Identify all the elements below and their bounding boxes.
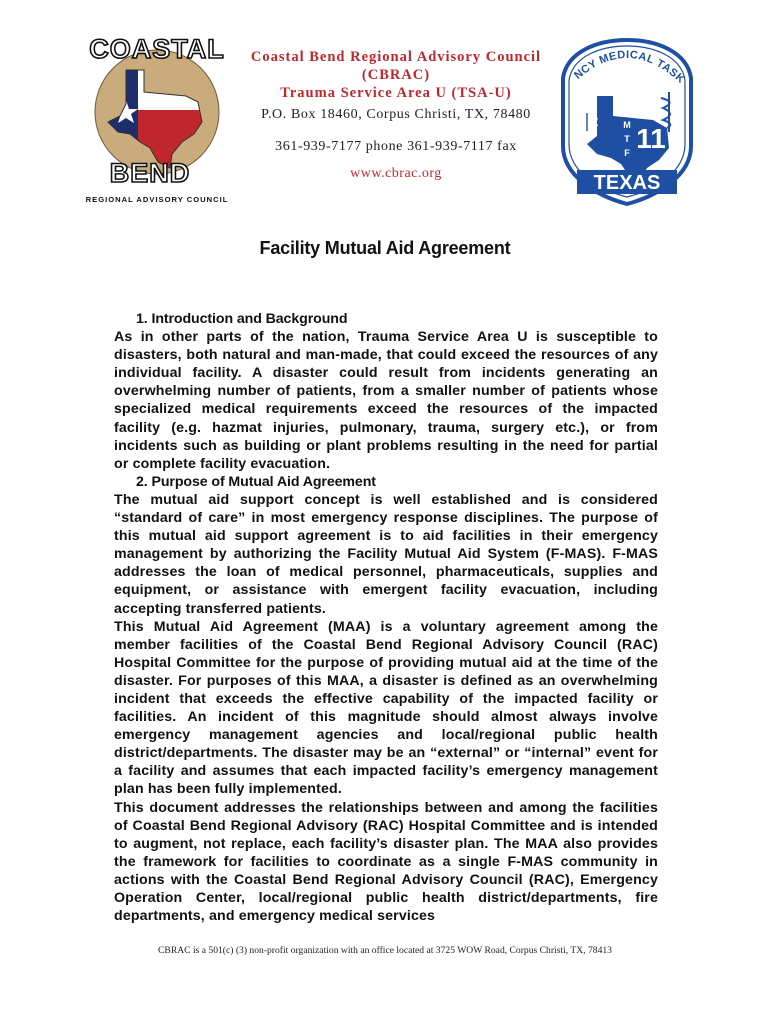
badge-number: 11 [636, 123, 666, 154]
org-phone-fax: 361-939-7177 phone 361-939-7117 fax [275, 139, 517, 154]
section-heading: 2. Purpose of Mutual Aid Agreement [136, 473, 376, 490]
org-service-area: Trauma Service Area U (TSA-U) [280, 85, 512, 101]
badge-state: TEXAS [593, 172, 661, 194]
svg-text:M: M [623, 120, 631, 130]
svg-text:T: T [624, 134, 630, 144]
paragraph: This document addresses the relationships between and among the facilities of Coastal Bend Regional Advisory (RAC) Hospital Committee and is intended to augment, not replace, each facility’s disaster plan. The MAA also provides the framework for facilities to coordinate as a single F-MAS community in actions with the Coastal Bend Regional Advisory Council (RAC), Emergency Operation Center, local/regional public health district/departments, fire departments, and emergency medical services [114, 799, 658, 925]
emtf-badge-logo [557, 36, 697, 206]
org-website-link[interactable]: www.cbrac.org [350, 166, 442, 181]
document-body [114, 310, 658, 925]
paragraph: This Mutual Aid Agreement (MAA) is a voluntary agreement among the member facilities of the Coastal Bend Regional Advisory Council (RAC) Hospital Committee for the purpose of providing mutual aid at the time of the disaster. For purposes of this MAA, a disaster is defined as an overwhelming incident that exceeds the effective capability of the impacted facility or facilities. An incident of this magnitude should almost always involve emergency management agencies and local/regional public health district/departments. The disaster may be an “external” or “internal” event for a facility and assumes that each impacted facility’s emergency management plan has been fully implemented. [114, 618, 658, 798]
badge-arc-text: NCY MEDICAL TASK [572, 48, 687, 86]
paragraph: As in other parts of the nation, Trauma Service Area U is susceptible to disasters, both natural and man-made, that could exceed the resources of any individual facility. A disaster could result from incidents generating an overwhelming number of patients, from a smaller number of patients whose specialized medical requirements exceed the resources of the impacted facility (e.g. hazmat injuries, pulmonary, trauma, surgery etc.), or from incidents such as building or plant problems resulting in the need for partial or complete facility evacuation. [114, 329, 658, 472]
org-abbreviation: (CBRAC) [361, 67, 431, 83]
section-introduction [114, 310, 658, 473]
logo-caption: REGIONAL ADVISORY COUNCIL [85, 195, 229, 204]
organization-header [236, 48, 556, 182]
org-address: P.O. Box 18460, Corpus Christi, TX, 78480 [261, 107, 531, 122]
svg-text:F: F [624, 148, 630, 158]
svg-text:E: E [623, 106, 631, 116]
logo-top-word: COASTAL [89, 34, 225, 64]
section-heading: 1. Introduction and Background [136, 311, 348, 327]
document-title: Facility Mutual Aid Agreement [259, 238, 511, 258]
logo-bottom-word: BEND [109, 158, 191, 188]
section-purpose [114, 473, 658, 925]
paragraph: The mutual aid support concept is well established and is considered “standard of care” in most emergency response disciplines. The purpose of this mutual aid support agreement is to aid facilities in their emergency management by authorizing the Facility Mutual Aid System (F-MAS). F-MAS addresses the loan of medical personnel, pharmaceuticals, supplies and equipment, or assistance with emergent facility evacuation, including accepting transferred patients. [114, 491, 658, 617]
coastal-bend-logo [78, 30, 236, 208]
org-name: Coastal Bend Regional Advisory Council [250, 49, 542, 65]
page-footer: CBRAC is a 501(c) (3) non-profit organization with an office located at 3725 WOW Road, Corpus Christi, TX, 78413 [158, 945, 612, 956]
